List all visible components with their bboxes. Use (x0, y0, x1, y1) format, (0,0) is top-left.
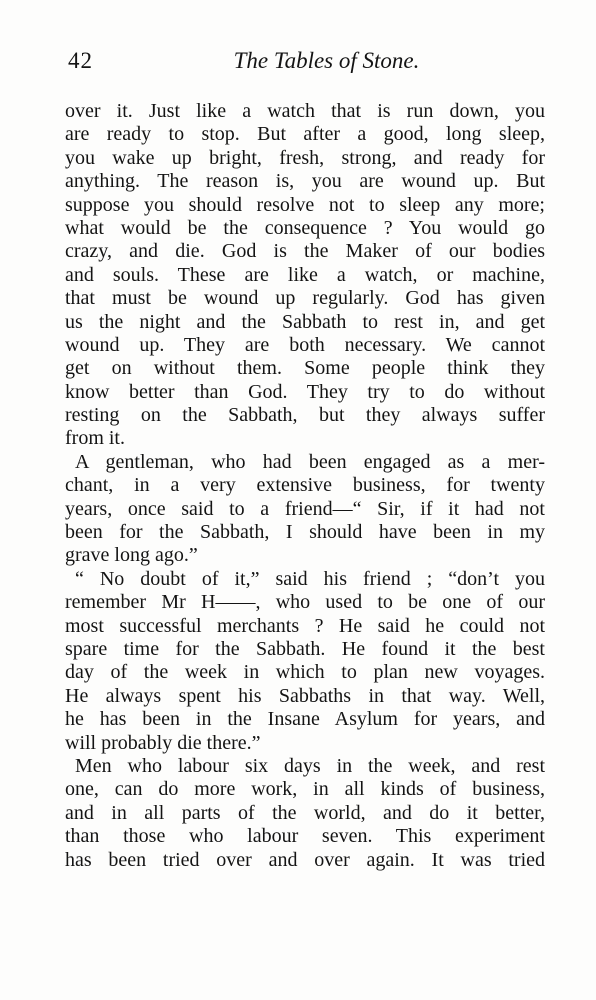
text-line: has been tried over and over again. It was tried (65, 848, 545, 871)
text-line: get on without them. Some people think they (65, 357, 545, 380)
text-line: remember Mr H——, who used to be one of our (65, 591, 545, 614)
text-line: resting on the Sabbath, but they always suffer (65, 404, 545, 427)
text-line: know better than God. They try to do without (65, 380, 545, 403)
text-line: you wake up bright, fresh, strong, and ready for (65, 146, 545, 169)
running-head (68, 48, 545, 78)
text-line: and souls. These are like a watch, or machine, (65, 263, 545, 286)
text-line: A gentleman, who had been engaged as a mer- (75, 450, 545, 473)
text-line: will probably die there.” (65, 731, 261, 754)
text-line: than those who labour seven. This experiment (65, 825, 545, 848)
text-line: most successful merchants ? He said he could not (65, 614, 545, 637)
text-line: been for the Sabbath, I should have been in my (65, 521, 545, 544)
text-line: “ No doubt of it,” said his friend ; “don’t you (75, 567, 545, 590)
text-line: day of the week in which to plan new voyages. (65, 661, 545, 684)
text-line: wound up. They are both necessary. We cannot (65, 333, 545, 356)
text-line: spare time for the Sabbath. He found it the best (65, 637, 545, 660)
body-text (65, 100, 545, 872)
text-line: what would be the consequence ? You would go (65, 216, 545, 239)
text-line: Men who labour six days in the week, and rest (75, 754, 545, 777)
text-line: over it. Just like a watch that is run down, you (65, 100, 545, 122)
text-line: suppose you should resolve not to sleep any more; (65, 193, 545, 216)
text-line: anything. The reason is, you are wound up. But (65, 170, 545, 193)
text-line: and in all parts of the world, and do it better, (65, 801, 545, 824)
text-line: chant, in a very extensive business, for twenty (65, 474, 545, 497)
text-line: that must be wound up regularly. God has given (65, 287, 545, 310)
text-line: grave long ago.” (65, 544, 198, 567)
text-line: crazy, and die. God is the Maker of our bodies (65, 240, 545, 263)
page-number: 42 (68, 48, 93, 73)
text-line: one, can do more work, in all kinds of business, (65, 778, 545, 801)
text-line: He always spent his Sabbaths in that way. Well, (65, 684, 545, 707)
text-line: us the night and the Sabbath to rest in, and get (65, 310, 545, 333)
text-line: from it. (65, 427, 125, 450)
running-title: The Tables of Stone. (233, 48, 420, 73)
text-line: are ready to stop. But after a good, long sleep, (65, 123, 545, 146)
text-line: years, once said to a friend—“ Sir, if it had not (65, 497, 545, 520)
text-line: he has been in the Insane Asylum for years, and (65, 708, 545, 731)
